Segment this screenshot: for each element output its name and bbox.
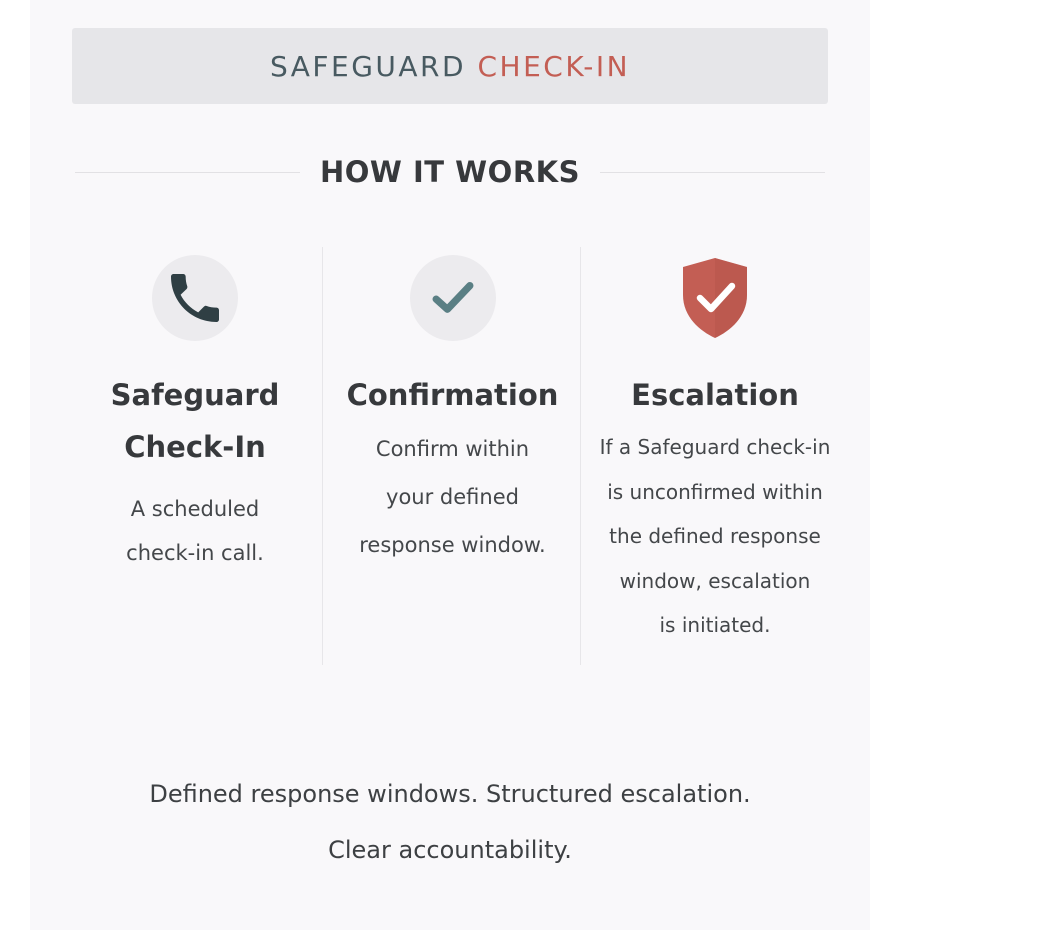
step-description: [335, 425, 570, 569]
step-escalation: [590, 255, 840, 648]
step-confirmation: [335, 255, 570, 569]
step-desc-line: is initiated.: [659, 613, 771, 637]
step-desc-line: is unconfirmed within: [607, 479, 823, 504]
section-heading: [75, 152, 825, 192]
banner-title-part2: CHECK-IN: [477, 49, 631, 83]
step-desc-line: response window.: [359, 533, 546, 557]
shield-check-icon: [678, 255, 752, 341]
section-title: HOW IT WORKS: [320, 155, 581, 189]
step-desc-line: the defined response: [609, 524, 821, 548]
phone-icon: [163, 266, 227, 330]
shield-icon-badge: [672, 255, 758, 341]
checkmark-icon: [426, 271, 480, 325]
banner: [72, 28, 828, 104]
step-desc-line: your defined: [386, 485, 519, 509]
step-check-in: [80, 255, 310, 575]
step-description: [590, 425, 840, 648]
column-divider-2: [580, 247, 581, 665]
step-description: [80, 487, 310, 575]
heading-rule-left: [75, 172, 300, 173]
step-desc-line: A scheduled: [130, 497, 260, 521]
step-title: Confirmation: [346, 378, 559, 412]
column-divider-1: [322, 247, 323, 665]
step-desc-line: Confirm within: [375, 437, 530, 461]
step-desc-line: check-in call.: [126, 541, 264, 565]
step-title-line: Safeguard: [110, 378, 280, 412]
checkmark-icon-badge: [410, 255, 496, 341]
step-desc-line: If a Safeguard check-in: [599, 435, 831, 459]
footer-tagline-line2: Clear accountability.: [328, 836, 572, 864]
footer-tagline-line1: Defined response windows. Structured escalation.: [149, 780, 751, 808]
step-title: Escalation: [631, 378, 799, 412]
step-title-line: Check-In: [124, 430, 266, 464]
phone-icon-badge: [152, 255, 238, 341]
banner-title-part1: SAFEGUARD: [269, 49, 467, 83]
step-title: [80, 369, 310, 473]
heading-rule-right: [600, 172, 825, 173]
step-desc-line: window, escalation: [619, 568, 811, 593]
